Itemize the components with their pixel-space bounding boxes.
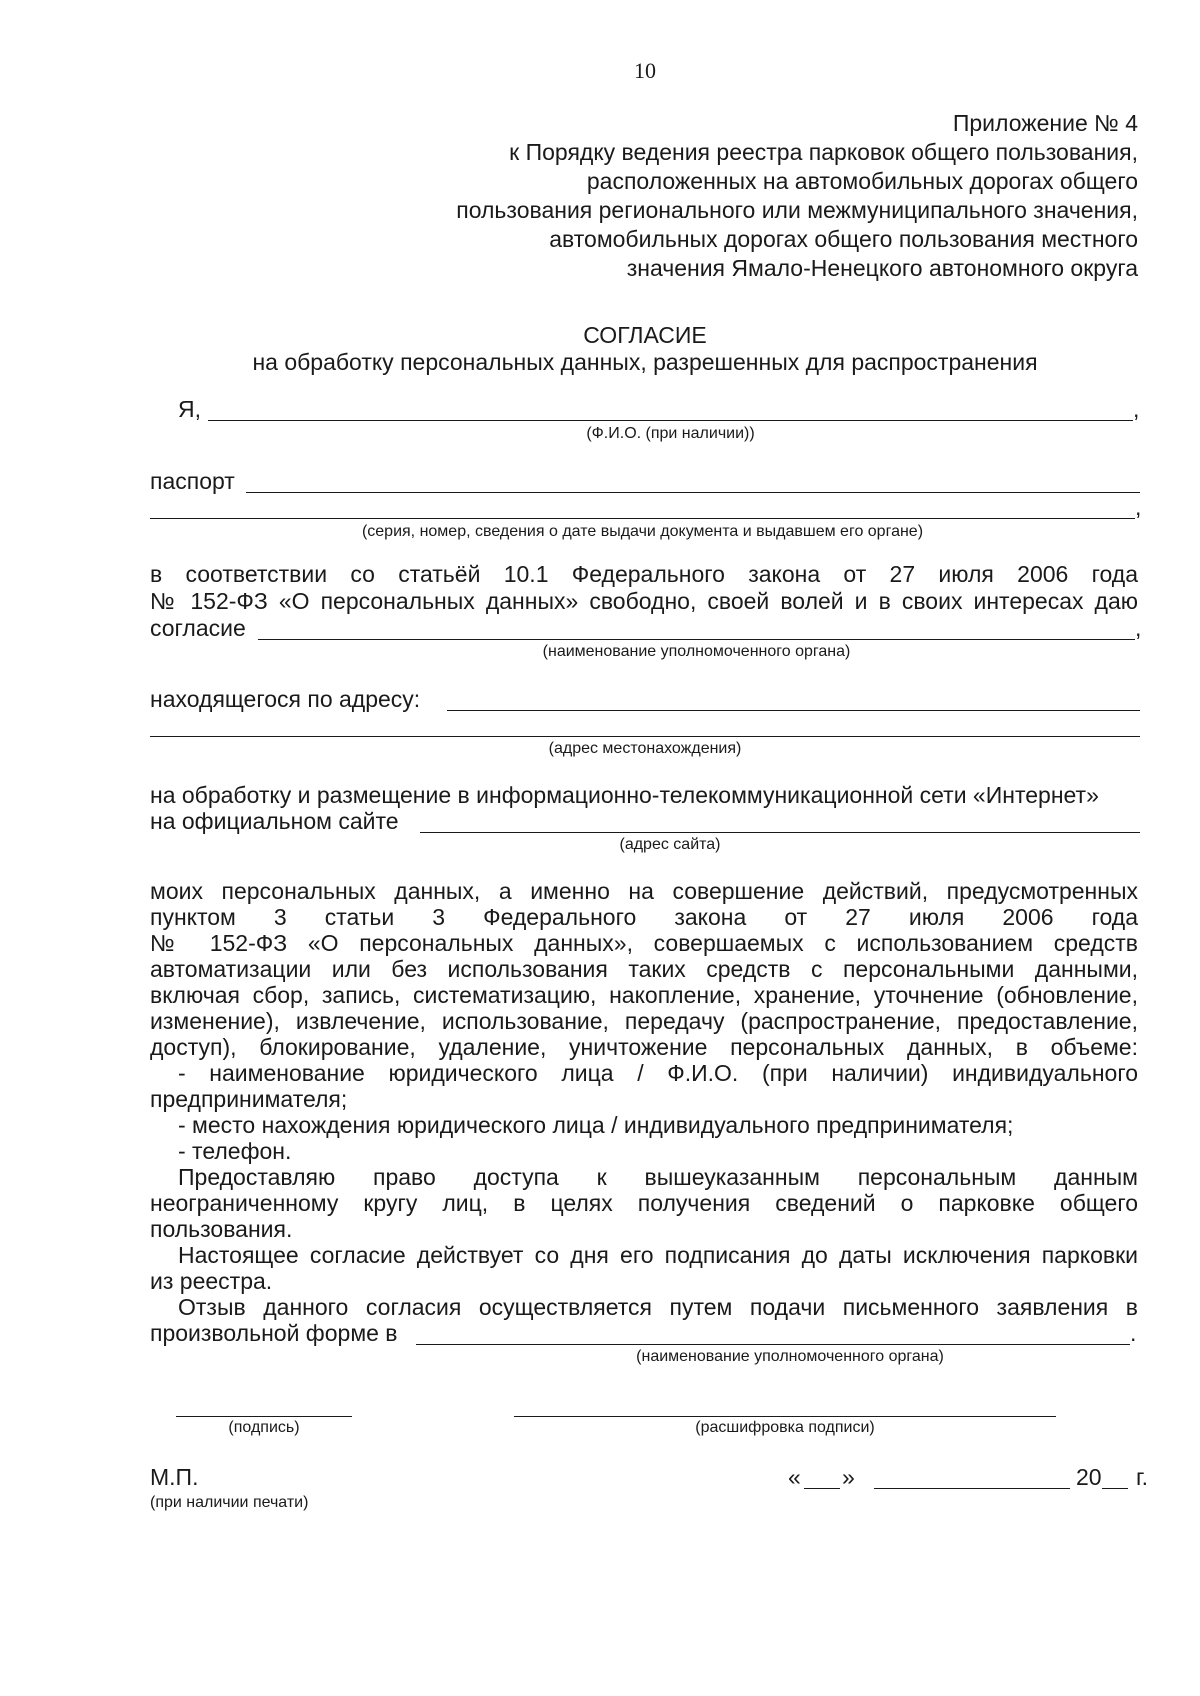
access-paragraph-line: неограниченному кругу лиц, в целях получения сведений о парковке общего (150, 1190, 1138, 1216)
body-paragraph-line: включая сбор, запись, систематизацию, накопление, хранение, уточнение (обновление, (150, 982, 1138, 1008)
consent-label: согласие (150, 615, 246, 641)
body-paragraph-line: автоматизации или без использования таких средств с персональными данными, (150, 956, 1138, 982)
body-paragraph-line: пунктом 3 статьи 3 Федерального закона от 27 июля 2006 года (150, 904, 1138, 930)
appendix-line: пользования регионального или межмуниципального значения, (456, 197, 1138, 223)
document-title: СОГЛАСИЕ (583, 322, 707, 348)
site-caption: (адрес сайта) (619, 836, 721, 853)
fio-label: Я, (178, 396, 201, 422)
appendix-line: значения Ямало-Ненецкого автономного округа (626, 255, 1138, 281)
appendix-line: расположенных на автомобильных дорогах общего (586, 168, 1138, 194)
body-paragraph-line: доступ), блокирование, удаление, уничтожение персональных данных, в объеме: (150, 1034, 1138, 1060)
signature-field[interactable] (176, 1416, 352, 1417)
site-intro-line: на обработку и размещение в информационно-телекоммуникационной сети «Интернет» (150, 782, 1099, 808)
list-item-continuation: предпринимателя; (150, 1086, 348, 1112)
revoke-label: произвольной форме в (150, 1320, 398, 1346)
site-address-field[interactable] (420, 832, 1140, 833)
date-day-field[interactable] (804, 1488, 840, 1489)
date-month-field[interactable] (874, 1488, 1070, 1489)
list-item: - наименование юридического лица / Ф.И.О. (при наличии) индивидуального (178, 1060, 1138, 1086)
body-paragraph-line: изменение), извлечение, использование, передачу (распространение, предоставление, (150, 1008, 1138, 1034)
date-quote-open: « (788, 1464, 801, 1490)
fio-caption: (Ф.И.О. (при наличии)) (586, 425, 755, 442)
date-year-prefix: 20 (1076, 1464, 1102, 1490)
fio-comma: , (1133, 396, 1140, 422)
consent-comma: , (1135, 615, 1142, 641)
consent-authority-field[interactable] (258, 639, 1135, 640)
stamp-caption: (при наличии печати) (150, 1494, 309, 1511)
list-item: - место нахождения юридического лица / индивидуального предпринимателя; (178, 1112, 1014, 1138)
site-label: на официальном сайте (150, 808, 399, 834)
passport-field-line-2[interactable] (150, 518, 1135, 519)
address-field-line-1[interactable] (447, 710, 1140, 711)
revoke-paragraph-line: Отзыв данного согласия осуществляется путем подачи письменного заявления в (178, 1294, 1138, 1320)
signature-decode-caption: (расшифровка подписи) (695, 1419, 875, 1436)
revoke-period: . (1130, 1320, 1137, 1346)
appendix-line: автомобильных дорогах общего пользования местного (549, 226, 1138, 252)
page-number: 10 (634, 58, 656, 83)
validity-paragraph-line: Настоящее согласие действует со дня его подписания до даты исключения парковки (178, 1242, 1138, 1268)
signature-decode-field[interactable] (514, 1416, 1056, 1417)
law-paragraph-line: в соответствии со статьёй 10.1 Федерального закона от 27 июля 2006 года (150, 561, 1138, 587)
passport-label: паспорт (150, 468, 235, 494)
passport-field-line-1[interactable] (246, 492, 1140, 493)
date-year-suffix: г. (1136, 1464, 1148, 1490)
consent-caption: (наименование уполномоченного органа) (542, 643, 851, 660)
revoke-caption: (наименование уполномоченного органа) (636, 1348, 944, 1365)
document-subtitle: на обработку персональных данных, разрешенных для распространения (252, 349, 1038, 375)
passport-comma: , (1135, 494, 1142, 520)
appendix-line: Приложение № 4 (952, 110, 1138, 136)
appendix-line: к Порядку ведения реестра парковок общего пользования, (509, 139, 1138, 165)
access-paragraph-line: Предоставляю право доступа к вышеуказанным персональным данным (178, 1164, 1138, 1190)
passport-caption: (серия, номер, сведения о дате выдачи документа и выдавшем его органе) (361, 523, 924, 540)
law-paragraph-line: № 152-ФЗ «О персональных данных» свободно, своей волей и в своих интересах даю (150, 588, 1138, 614)
date-quote-close: » (842, 1464, 855, 1490)
address-field-line-2[interactable] (150, 736, 1140, 737)
access-paragraph-line: пользования. (150, 1216, 293, 1242)
signature-caption: (подпись) (228, 1419, 300, 1436)
address-label: находящегося по адресу: (150, 686, 421, 712)
revoke-authority-field[interactable] (416, 1344, 1130, 1345)
body-paragraph-line: № 152-ФЗ «О персональных данных», совершаемых с использованием средств (150, 930, 1138, 956)
validity-paragraph-line: из реестра. (150, 1268, 273, 1294)
date-year-field[interactable] (1102, 1488, 1128, 1489)
stamp-label: М.П. (150, 1464, 199, 1490)
fio-field[interactable] (208, 420, 1133, 421)
body-paragraph-line: моих персональных данных, а именно на совершение действий, предусмотренных (150, 878, 1138, 904)
address-caption: (адрес местонахождения) (548, 740, 742, 757)
list-item: - телефон. (178, 1138, 292, 1164)
